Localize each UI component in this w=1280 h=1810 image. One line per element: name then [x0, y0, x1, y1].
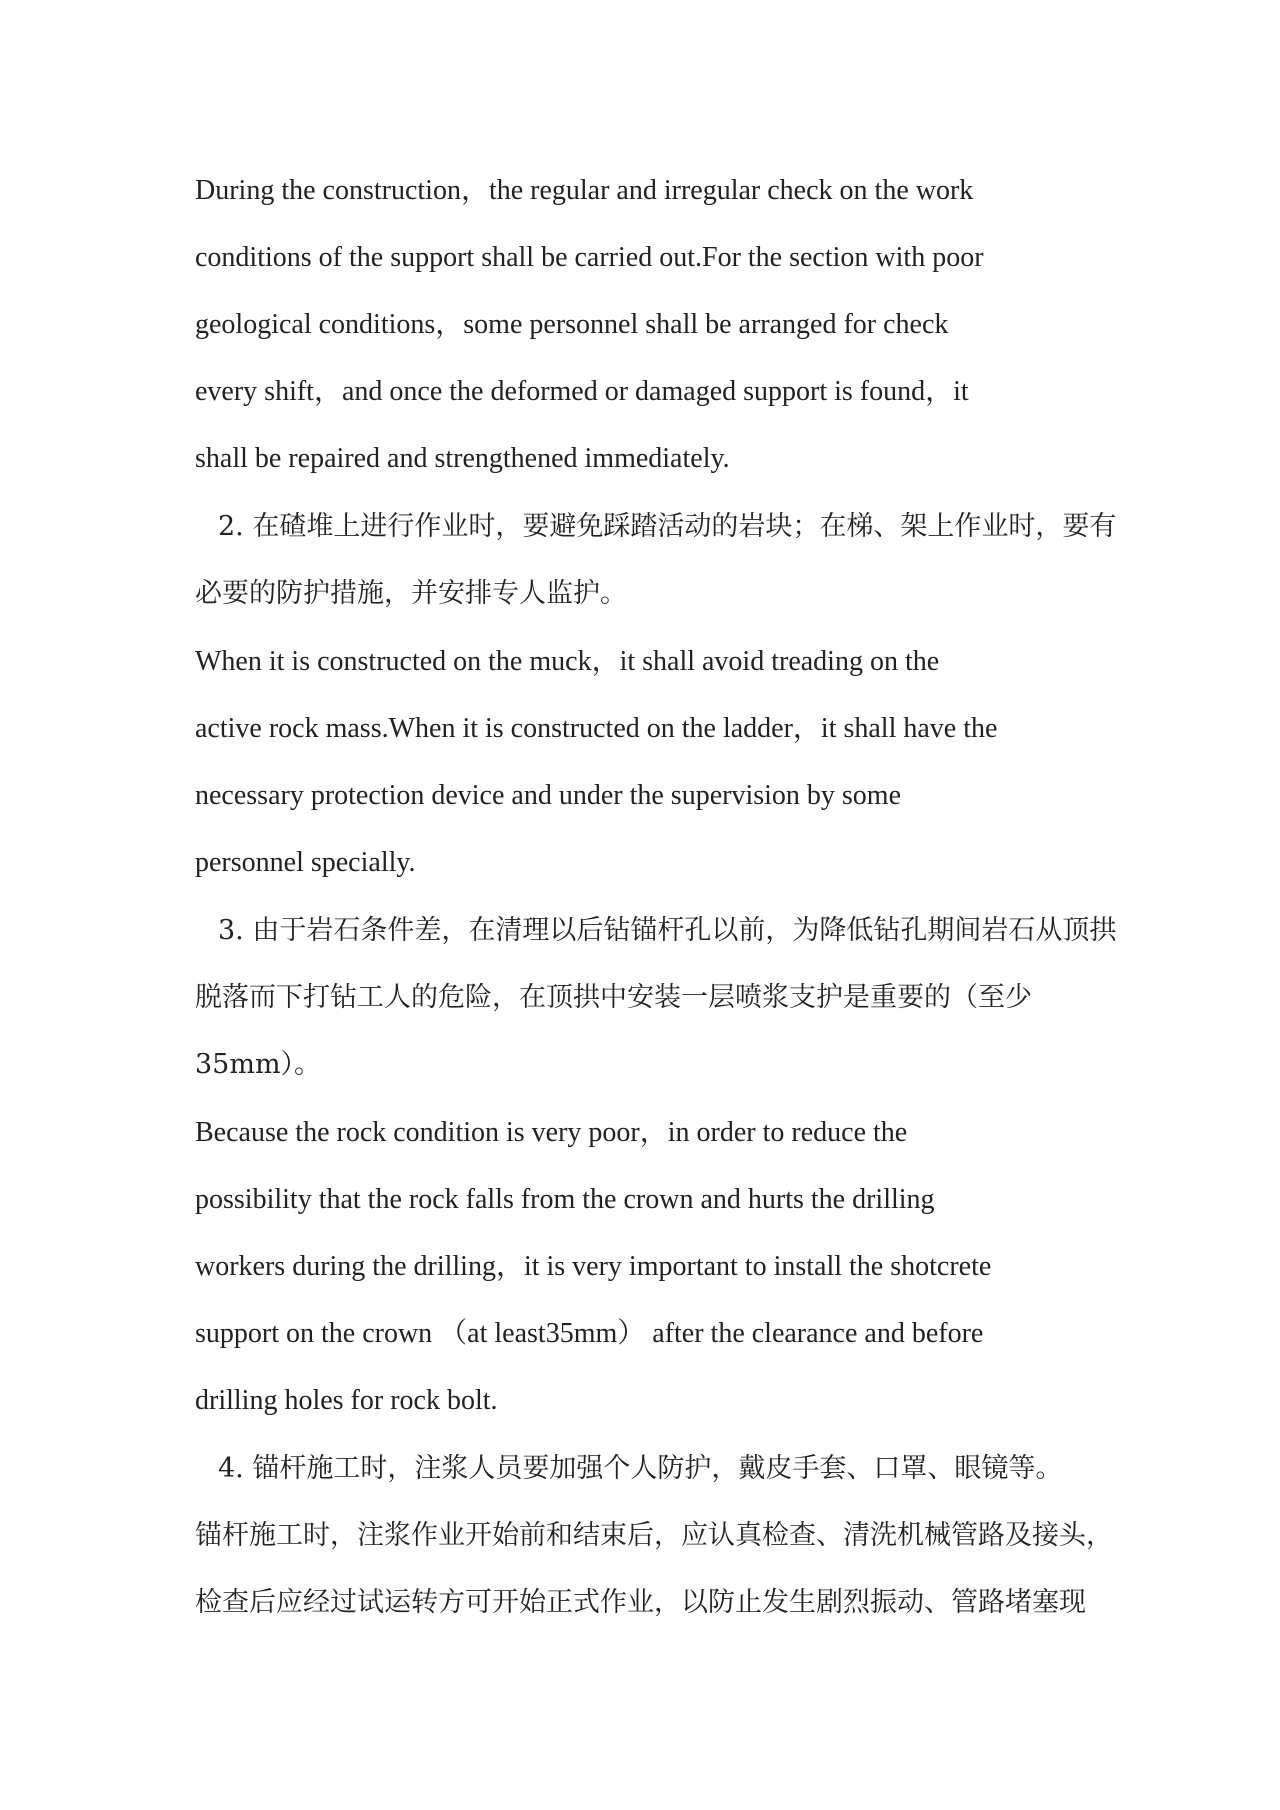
text-line: workers during the drilling，it is very important to install the shotcrete: [195, 1251, 992, 1282]
text-line: 锚杆施工时，注浆作业开始前和结束后，应认真检查、清洗机械管路及接头，: [195, 1520, 1113, 1551]
text-line: possibility that the rock falls from the crown and hurts the drilling: [195, 1184, 935, 1215]
text-line: 脱落而下打钻工人的危险，在顶拱中安装一层喷浆支护是重要的（至少: [195, 982, 1032, 1013]
text-line: active rock mass.When it is constructed on the ladder，it shall have the: [195, 713, 998, 744]
text-line: necessary protection device and under the supervision by some: [195, 780, 902, 811]
text-line: 2. 在碴堆上进行作业时，要避免踩踏活动的岩块；在梯、架上作业时，要有: [218, 511, 1117, 542]
text-line: When it is constructed on the muck，it shall avoid treading on the: [195, 646, 940, 677]
text-line: 3. 由于岩石条件差，在清理以后钻锚杆孔以前，为降低钻孔期间岩石从顶拱: [218, 915, 1117, 946]
text-line: drilling holes for rock bolt.: [195, 1385, 498, 1416]
text-line: support on the crown （at least35mm） after the clearance and before: [195, 1318, 984, 1349]
text-line: conditions of the support shall be carried out.For the section with poor: [195, 242, 984, 273]
text-line: During the construction，the regular and irregular check on the work: [195, 175, 974, 206]
text-line: 35mm）。: [195, 1049, 322, 1080]
text-line: every shift，and once the deformed or damaged support is found，it: [195, 376, 969, 407]
text-line: Because the rock condition is very poor，in order to reduce the: [195, 1117, 908, 1148]
text-line: geological conditions，some personnel shall be arranged for check: [195, 309, 949, 340]
text-line: 必要的防护措施，并安排专人监护。: [195, 578, 627, 609]
text-line: shall be repaired and strengthened immediately.: [195, 443, 730, 474]
text-line: personnel specially.: [195, 847, 416, 878]
text-line: 检查后应经过试运转方可开始正式作业，以防止发生剧烈振动、管路堵塞现: [195, 1587, 1086, 1618]
text-line: 4. 锚杆施工时，注浆人员要加强个人防护，戴皮手套、口罩、眼镜等。: [218, 1453, 1063, 1484]
